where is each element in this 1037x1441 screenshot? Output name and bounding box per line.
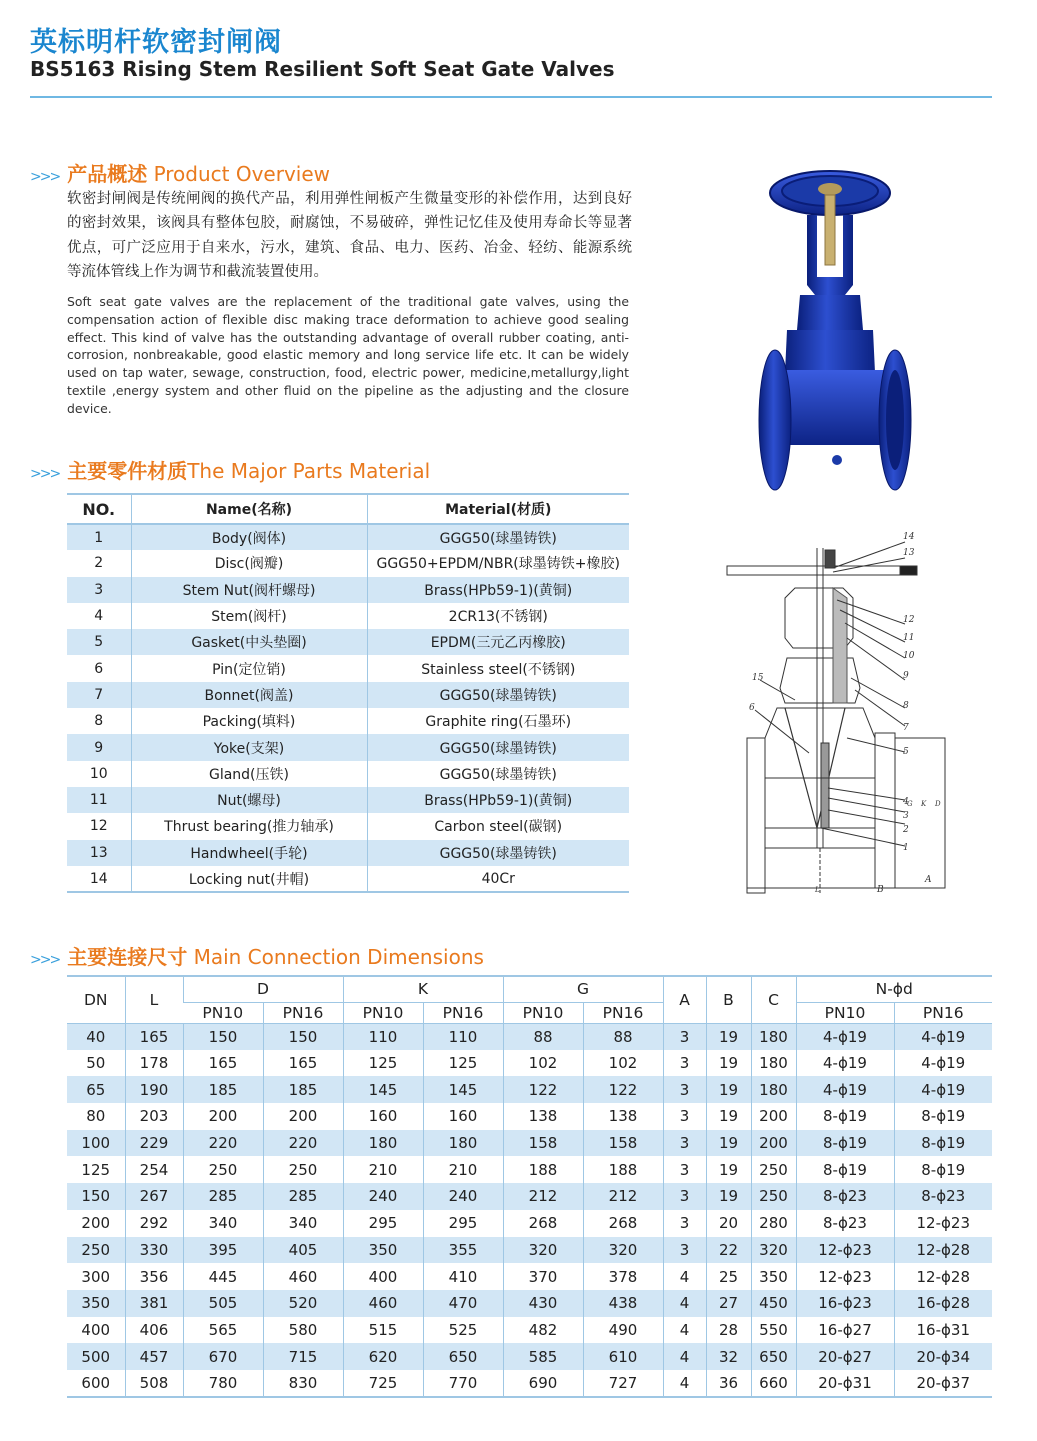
table-row: 250 330 395 405 350 355 320 320 3 22 320 12-ϕ23 12-ϕ28 (67, 1237, 992, 1264)
page-title-en: BS5163 Rising Stem Resilient Soft Seat Gate Valves (30, 57, 615, 81)
parts-material-table (67, 493, 629, 893)
page-title-cn: 英标明杆软密封闸阀 (30, 27, 282, 58)
dimensions-heading: >>> 主要连接尺寸 Main Connection Dimensions (30, 945, 484, 969)
table-row: 12 Thrust bearing(推力轴承) Carbon steel(碳钢) (67, 813, 629, 839)
table-row: 10 Gland(压铁) GGG50(球墨铸铁) (67, 761, 629, 787)
table-row: 80 203 200 200 160 160 138 138 3 19 200 8-ϕ19 8-ϕ19 (67, 1103, 992, 1130)
overview-text-cn: 软密封闸阀是传统闸阀的换代产品，利用弹性闸板产生微量变形的补偿作用，达到良好的密封效果，该阀具有整体包胶，耐腐蚀，不易破碎，弹性记忆佳及使用寿命长等显著优点，可广泛应用于自来水，污水，建筑、食品、电力、医药、冶金、轻纺、能源系统等流体管线上作为调节和截流装置使用。 (67, 191, 632, 280)
svg-text:A: A (925, 875, 932, 885)
table-row: 9 Yoke(支架) GGG50(球墨铸铁) (67, 734, 629, 760)
svg-text:2: 2 (903, 825, 909, 835)
svg-text:4: 4 (903, 797, 909, 807)
table-row: 600 508 780 830 725 770 690 727 4 36 660 20-ϕ31 20-ϕ37 (67, 1370, 992, 1397)
gate-valve-image (745, 155, 935, 500)
overview-text-en: Soft seat gate valves are the replacement of the traditional gate valves, using the compensation action of flexible disc making trace deformation to achieve good sealing effect. This kind of valve has the outstanding advantage of overall rubber coating, anti-corrosion, nonbreakable, good elastic memory and long service life etc. It can be widely used on tap water, sewage, construction, food, electric power, medicine,metallurgy,light textile ,energy system and other fluid on the pipeline as the adjusting and the closure device. (67, 294, 629, 416)
svg-text:11: 11 (903, 633, 915, 643)
svg-text:9: 9 (903, 671, 909, 681)
title-divider (30, 96, 992, 98)
svg-text:L: L (815, 886, 820, 894)
table-row: 8 Packing(填料) Graphite ring(石墨环) (67, 708, 629, 734)
col-no: NO. (82, 499, 116, 519)
svg-text:14: 14 (903, 532, 915, 542)
table-row: 40 165 150 150 110 110 88 88 3 19 180 4-ϕ19 4-ϕ19 (67, 1023, 992, 1050)
col-material: Material(材质) (367, 494, 629, 524)
table-row: 500 457 670 715 620 650 585 610 4 32 650 20-ϕ27 20-ϕ34 (67, 1343, 992, 1370)
table-row: 6 Pin(定位销) Stainless steel(不锈钢) (67, 655, 629, 681)
chevrons-icon: >>> (30, 952, 60, 968)
svg-text:13: 13 (903, 548, 915, 558)
table-row: 100 229 220 220 180 180 158 158 3 19 200 8-ϕ19 8-ϕ19 (67, 1130, 992, 1157)
table-row: 13 Handwheel(手轮) GGG50(球墨铸铁) (67, 840, 629, 866)
table-row: 1 Body(阀体) GGG50(球墨铸铁) (67, 524, 629, 550)
valve-section-drawing (725, 528, 955, 898)
svg-text:B: B (877, 885, 884, 895)
svg-text:10: 10 (903, 651, 915, 661)
table-row: 50 178 165 165 125 125 102 102 3 19 180 4-ϕ19 4-ϕ19 (67, 1050, 992, 1077)
svg-text:1: 1 (903, 843, 909, 853)
svg-text:15: 15 (752, 673, 764, 683)
table-row: 350 381 505 520 460 470 430 438 4 27 450 16-ϕ23 16-ϕ28 (67, 1290, 992, 1317)
table-header-row (67, 494, 629, 524)
table-row: 125 254 250 250 210 210 188 188 3 19 250 8-ϕ19 8-ϕ19 (67, 1156, 992, 1183)
svg-text:6: 6 (749, 703, 755, 713)
table-row: 14 Locking nut(井帽) 40Cr (67, 866, 629, 892)
chevrons-icon: >>> (30, 466, 60, 482)
table-row: 7 Bonnet(阀盖) GGG50(球墨铸铁) (67, 682, 629, 708)
svg-text:G: G (907, 800, 913, 808)
chevrons-icon: >>> (30, 169, 60, 185)
table-subheader-row: PN10 PN16 PN10 PN16 PN10 PN16 PN10 PN16 (67, 1002, 992, 1023)
table-row: 150 267 285 285 240 240 212 212 3 19 250 8-ϕ23 8-ϕ23 (67, 1183, 992, 1210)
table-row: 3 Stem Nut(阀杆螺母) Brass(HPb59-1)(黄铜) (67, 577, 629, 603)
svg-text:5: 5 (903, 747, 909, 757)
overview-heading: >>> 产品概述 Product Overview (30, 162, 331, 186)
svg-text:8: 8 (903, 701, 909, 711)
col-name: Name(名称) (131, 494, 367, 524)
table-row: 65 190 185 185 145 145 122 122 3 19 180 4-ϕ19 4-ϕ19 (67, 1076, 992, 1103)
table-header-row: DN L D K G A B C N-ϕd (67, 976, 992, 1002)
table-row: 400 406 565 580 515 525 482 490 4 28 550 16-ϕ27 16-ϕ31 (67, 1317, 992, 1344)
svg-text:7: 7 (903, 723, 909, 733)
svg-text:12: 12 (903, 615, 915, 625)
table-row: 2 Disc(阀瓣) GGG50+EPDM/NBR(球墨铸铁+橡胶) (67, 550, 629, 576)
table-row: 11 Nut(螺母) Brass(HPb59-1)(黄铜) (67, 787, 629, 813)
svg-text:K: K (921, 800, 927, 808)
table-row: 4 Stem(阀杆) 2CR13(不锈钢) (67, 603, 629, 629)
svg-text:3: 3 (903, 811, 909, 821)
table-row: 200 292 340 340 295 295 268 268 3 20 280 8-ϕ23 12-ϕ23 (67, 1210, 992, 1237)
svg-text:D: D (935, 800, 941, 808)
table-row: 5 Gasket(中头垫圈) EPDM(三元乙丙橡胶) (67, 629, 629, 655)
connection-dimensions-table (67, 975, 992, 1398)
materials-heading: >>> 主要零件材质The Major Parts Material (30, 459, 431, 483)
table-row: 300 356 445 460 400 410 370 378 4 25 350 12-ϕ23 12-ϕ28 (67, 1263, 992, 1290)
